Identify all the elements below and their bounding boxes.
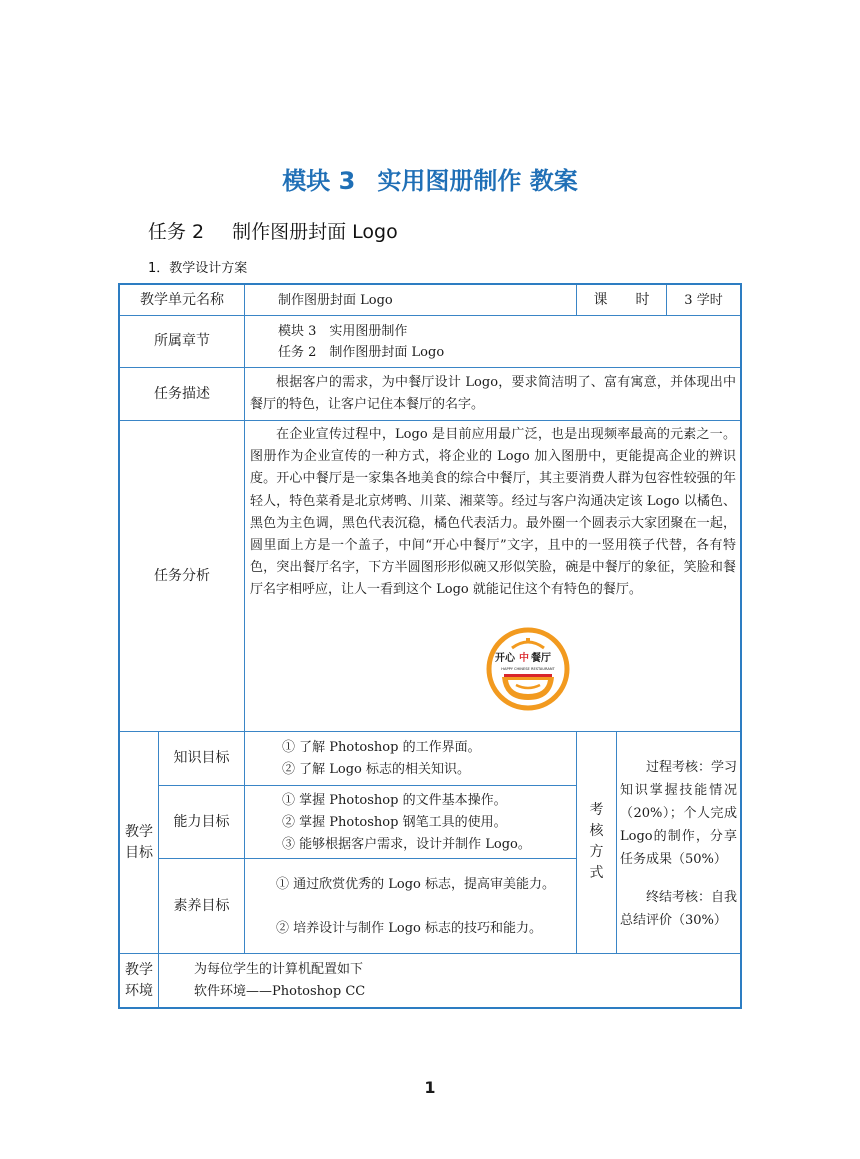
chapter-line-2: 任务 2 制作图册封面 Logo xyxy=(278,345,445,360)
desc-text: 根据客户的需求，为中餐厅设计 Logo，要求简洁明了、富有寓意，并体现出中餐厅的特色，让客户记住本餐厅的名字。 xyxy=(250,375,736,412)
ability-item-1: ① 掌握 Photoshop 的文件基本操作。 xyxy=(282,793,507,808)
goals-label: 教学 目标 xyxy=(125,823,153,861)
logo-name-part2: 餐厅 xyxy=(531,653,551,664)
page-title: 模块 3 实用图册制作 教案 xyxy=(282,167,578,195)
ability-item-2: ② 掌握 Photoshop 钢笔工具的使用。 xyxy=(282,815,507,830)
env-line-2: 软件环境——Photoshop CC xyxy=(194,984,366,999)
ability-item-3: ③ 能够根据客户需求，设计并制作 Logo。 xyxy=(282,837,531,852)
ability-label: 能力目标 xyxy=(173,813,230,830)
env-line-1: 为每位学生的计算机配置如下 xyxy=(194,962,364,977)
unit-value: 制作图册封面 Logo xyxy=(278,293,393,308)
row-divider xyxy=(120,953,740,954)
hours-label: 课 时 xyxy=(593,291,650,308)
assess-final: 终结考核：自我总结评价（30%） xyxy=(620,890,738,928)
chapter-label: 所属章节 xyxy=(154,333,210,349)
analysis-text: 在企业宣传过程中，Logo 是目前应用最广泛，也是出现频率最高的元素之一。图册作为企业宣传的一种方式，将企业的 Logo 加入图册中，更能提高企业的辨识度。开心中餐厅是一家集各地美食的综合中餐厅，其主要消费人群为包容性较强的年轻人，特色菜肴是北京烤鸭、川菜、湘菜等。经过与客户沟通决定该 Logo 以橘色、黑色为主色调，黑色代表沉稳，橘色代表活力。最外圈一个圆表示大家团聚在一起，圆里面上方是一个盖子，中间“开心中餐厅”文字，且中的一竖用筷子代替，各有特色，突出餐厅名字，下方半圆图形形似碗又形似笑脸，碗是中餐厅的象征，笑脸和餐厅名字相呼应，让人一看到这个 Logo 就能记住这个有特色的餐厅。 xyxy=(250,427,736,598)
restaurant-logo xyxy=(486,627,570,711)
knowledge-label: 知识目标 xyxy=(173,750,230,766)
page-number: 1 xyxy=(424,1078,436,1097)
logo-name-part1: 开心 xyxy=(495,653,515,664)
knowledge-item-1: ① 了解 Photoshop 的工作界面。 xyxy=(282,740,481,755)
col-divider xyxy=(244,285,245,731)
section-heading: 1．教学设计方案 xyxy=(148,261,248,276)
logo-name-en: HAPPY CHINESE RESTAURANT xyxy=(501,667,555,671)
col-divider xyxy=(158,953,159,1007)
unit-label: 教学单元名称 xyxy=(140,291,224,308)
task-heading: 任务 2 制作图册封面 Logo xyxy=(148,221,398,243)
col-divider xyxy=(244,731,245,953)
quality-item-1: ① 通过欣赏优秀的 Logo 标志，提高审美能力。 xyxy=(276,877,556,892)
analysis-label: 任务分析 xyxy=(154,567,210,584)
quality-label: 素养目标 xyxy=(173,897,230,914)
assess-label: 考 核 方 式 xyxy=(589,802,604,881)
knowledge-item-2: ② 了解 Logo 标志的相关知识。 xyxy=(282,762,471,777)
hours-value: 3 学时 xyxy=(684,292,723,308)
env-label: 教学 环境 xyxy=(125,961,153,999)
logo-name-mid: 中 xyxy=(519,653,529,664)
assess-process: 过程考核：学习知识掌握技能情况（20%）；个人完成Logo的制作，分享任务成果（50%） xyxy=(620,760,738,867)
col-divider xyxy=(616,731,617,953)
quality-item-2: ② 培养设计与制作 Logo 标志的技巧和能力。 xyxy=(276,921,543,936)
chapter-line-1: 模块 3 实用图册制作 xyxy=(278,324,408,339)
desc-label: 任务描述 xyxy=(154,385,210,402)
